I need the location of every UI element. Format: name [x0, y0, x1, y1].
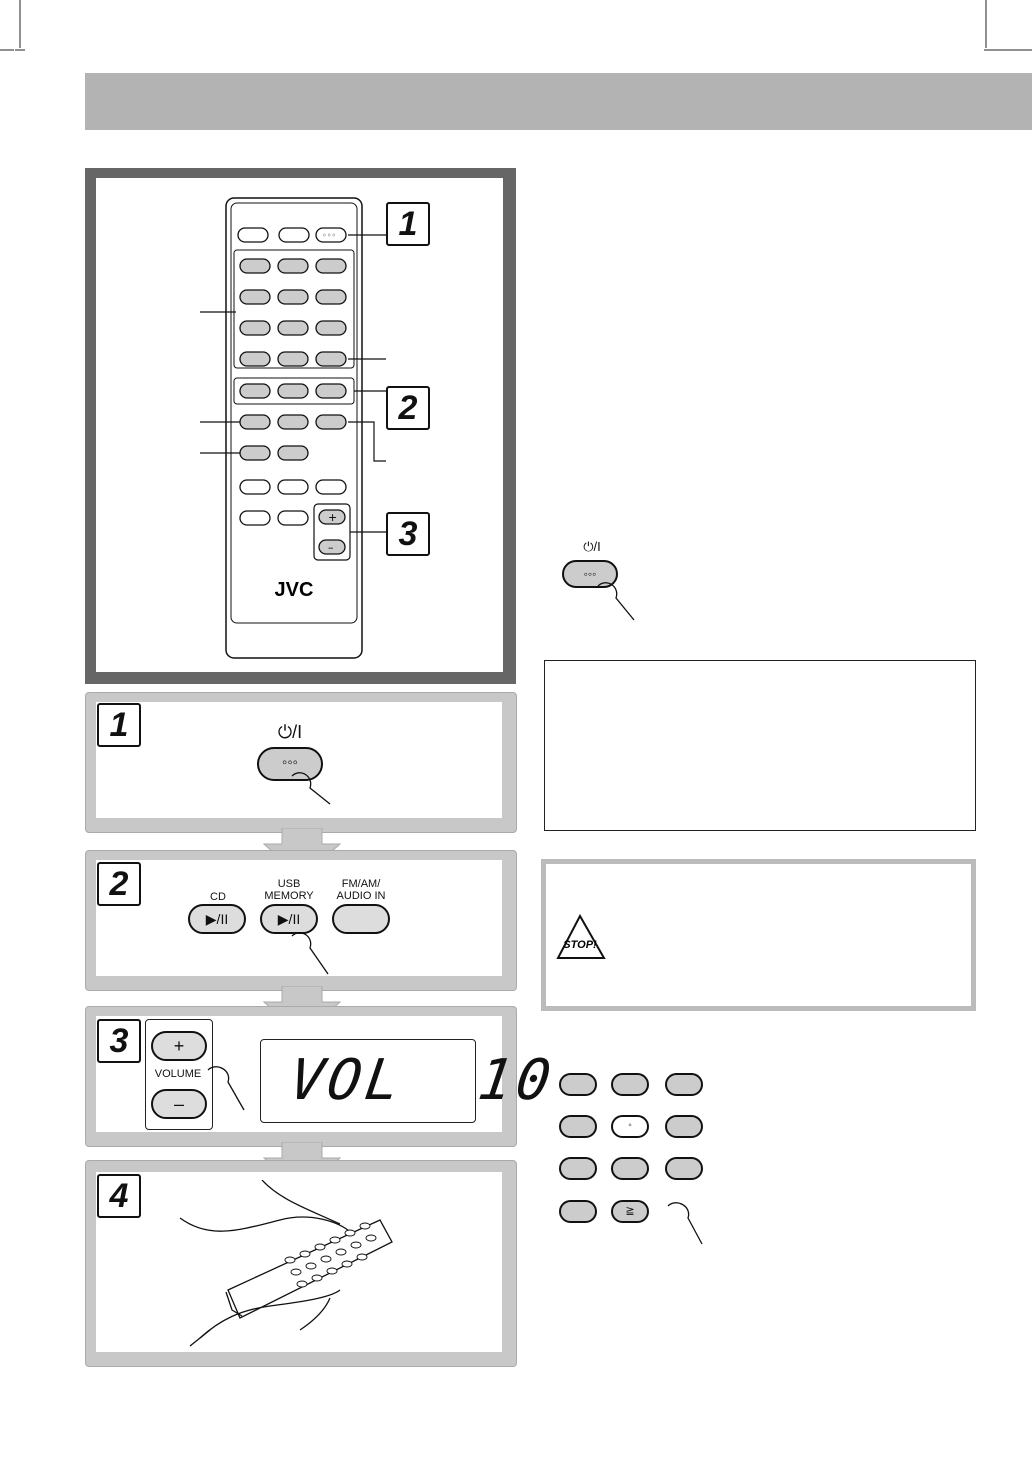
keypad-button[interactable] — [665, 1157, 703, 1180]
keypad-button[interactable]: ◦ — [611, 1115, 649, 1138]
remote-callout-3: 3 — [386, 512, 430, 556]
right-power-button[interactable]: ◦◦◦ — [562, 560, 618, 588]
usb-label-line1: USB — [277, 878, 301, 890]
keypad-button[interactable] — [665, 1073, 703, 1096]
step-3-number: 3 — [97, 1019, 141, 1063]
keypad-button[interactable] — [559, 1200, 597, 1223]
step-1-power-button[interactable]: ◦◦◦ — [257, 747, 323, 781]
keypad-button[interactable] — [665, 1115, 703, 1138]
step-2-finger-icon — [288, 930, 348, 976]
remote-callout-1: 1 — [386, 202, 430, 246]
keypad-button[interactable] — [559, 1115, 597, 1138]
step-3-finger-icon — [204, 1064, 254, 1114]
keypad-button[interactable]: ≧ — [611, 1200, 649, 1223]
keypad-button[interactable] — [611, 1157, 649, 1180]
volume-label: VOLUME — [154, 1068, 202, 1080]
remote-illustration — [96, 178, 503, 672]
stop-warning-icon — [556, 914, 610, 962]
step-1-power-label: ⏻/I — [277, 722, 303, 742]
remote-brand-logo: JVC — [274, 579, 314, 601]
usb-play-symbol: ▶/II — [277, 911, 301, 927]
hands-holding-remote-illustration — [170, 1180, 400, 1350]
keypad-finger-icon — [662, 1200, 712, 1248]
keypad-button[interactable] — [559, 1157, 597, 1180]
keypad-button[interactable] — [611, 1073, 649, 1096]
volume-down-button[interactable]: – — [151, 1089, 207, 1119]
header-bar — [85, 73, 1032, 130]
right-finger-icon — [594, 580, 650, 626]
step-4-number: 4 — [97, 1174, 141, 1218]
fm-label-line2: AUDIO IN — [336, 890, 386, 902]
cd-play-button[interactable] — [188, 904, 246, 934]
stop-sign-text: STOP! — [563, 939, 597, 951]
svg-text:–: – — [328, 541, 334, 554]
keypad-button[interactable] — [559, 1073, 597, 1096]
fm-label-line1: FM/AM/ — [341, 878, 381, 890]
svg-text:◦◦◦: ◦◦◦ — [322, 231, 337, 240]
usb-label-line2: MEMORY — [264, 890, 314, 902]
remote-control-drawing — [96, 178, 503, 672]
volume-display-text: VOL 10 — [285, 1048, 559, 1113]
volume-up-button[interactable]: + — [151, 1031, 207, 1061]
info-box — [544, 660, 976, 831]
step-1-number: 1 — [97, 703, 141, 747]
svg-text:+: + — [328, 511, 338, 524]
step-1-finger-icon — [288, 770, 348, 810]
right-power-label: ⏻/I — [583, 539, 601, 554]
step-2-number: 2 — [97, 862, 141, 906]
cd-play-symbol: ▶/II — [205, 911, 229, 927]
remote-callout-2: 2 — [386, 386, 430, 430]
cd-label: CD — [210, 891, 226, 903]
